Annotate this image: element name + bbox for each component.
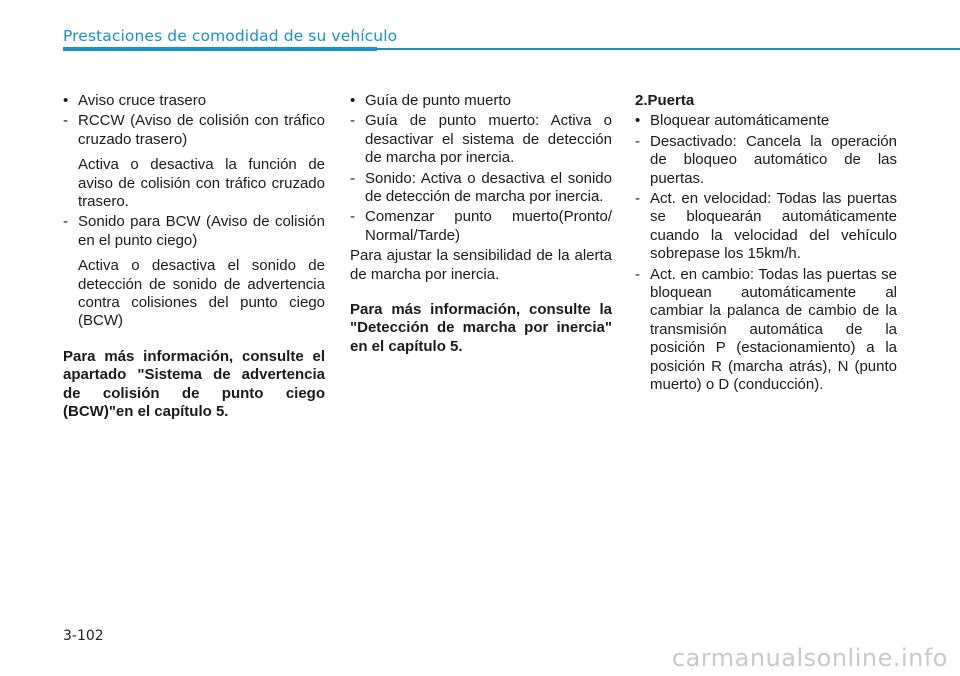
header-rule-thin — [377, 48, 960, 50]
dash-item — [635, 190, 897, 264]
section-heading: 2.Puerta — [635, 92, 695, 109]
dash-item — [350, 170, 612, 207]
dash-text: Act. en cambio: Todas las puertas se bloquean automáticamente al cambiar la palanca de cambio de la transmisión automática de la posición P (estacionamiento) a la posición R (marcha atrás), N (punto muerto) o D (conducción). — [650, 265, 897, 394]
dash-marker: - — [635, 265, 640, 283]
section-title: Prestaciones de comodidad de su vehículo — [63, 27, 398, 45]
bullet-item — [63, 92, 325, 110]
bullet-text: Aviso cruce trasero — [78, 92, 207, 109]
page-number: 3-102 — [63, 628, 104, 644]
reference-note: Para más información, consulte la "Detección de marcha por inercia" en el capítulo 5. — [350, 301, 612, 355]
bullet-text: Guía de punto muerto — [365, 92, 511, 109]
dash-item — [63, 213, 325, 250]
dash-item — [635, 133, 897, 188]
header-rule-thick — [63, 47, 377, 51]
body-paragraph: Para ajustar la sensibilidad de la alerta de marcha por inercia. — [350, 247, 612, 283]
dash-marker: - — [635, 132, 640, 150]
dash-item — [635, 266, 897, 395]
description-paragraph: Activa o desactiva la función de aviso de colisión con tráfico cruzado trasero. — [78, 156, 325, 211]
bullet-item — [350, 92, 612, 110]
bullet-marker: • — [635, 112, 641, 130]
dash-text: Guía de punto muerto: Activa o desactivar el sistema de detección de marcha por inercia. — [365, 112, 612, 167]
bullet-marker: • — [63, 92, 69, 109]
reference-note: Para más información, consulte el apartado "Sistema de advertencia de colisión de punto ciego (BCW)"en el capítulo 5. — [63, 347, 325, 421]
dash-item — [63, 112, 325, 149]
dash-marker: - — [63, 213, 68, 231]
dash-item — [350, 208, 612, 245]
dash-text: Comenzar punto muerto(Pronto/ Normal/Tarde) — [365, 208, 612, 244]
bullet-marker: • — [350, 92, 356, 109]
dash-text: Act. en velocidad: Todas las puertas se bloquearán automáticamente cuando la velocidad del vehículo sobrepase los 15km/h. — [650, 190, 897, 263]
dash-text: RCCW (Aviso de colisión con tráfico cruzado trasero) — [78, 112, 325, 148]
dash-marker: - — [350, 169, 355, 187]
dash-marker: - — [635, 190, 640, 208]
column-3 — [635, 92, 897, 397]
column-2 — [350, 92, 612, 358]
description-paragraph: Activa o desactiva el sonido de detección de sonido de advertencia contra colisiones del punto ciego (BCW) — [78, 257, 325, 330]
dash-item — [350, 112, 612, 167]
dash-text: Sonido para BCW (Aviso de colisión en el punto ciego) — [78, 213, 325, 249]
watermark: carmanualsonline.info — [671, 644, 948, 672]
bullet-text: Bloquear automáticamente — [650, 112, 830, 130]
dash-marker: - — [63, 112, 68, 130]
dash-marker: - — [350, 112, 355, 130]
dash-marker: - — [350, 208, 355, 226]
bullet-item — [635, 112, 897, 130]
dash-text: Desactivado: Cancela la operación de bloqueo automático de las puertas. — [650, 132, 897, 187]
dash-text: Sonido: Activa o desactiva el sonido de detección de marcha por inercia. — [365, 169, 612, 206]
column-1 — [63, 92, 325, 424]
